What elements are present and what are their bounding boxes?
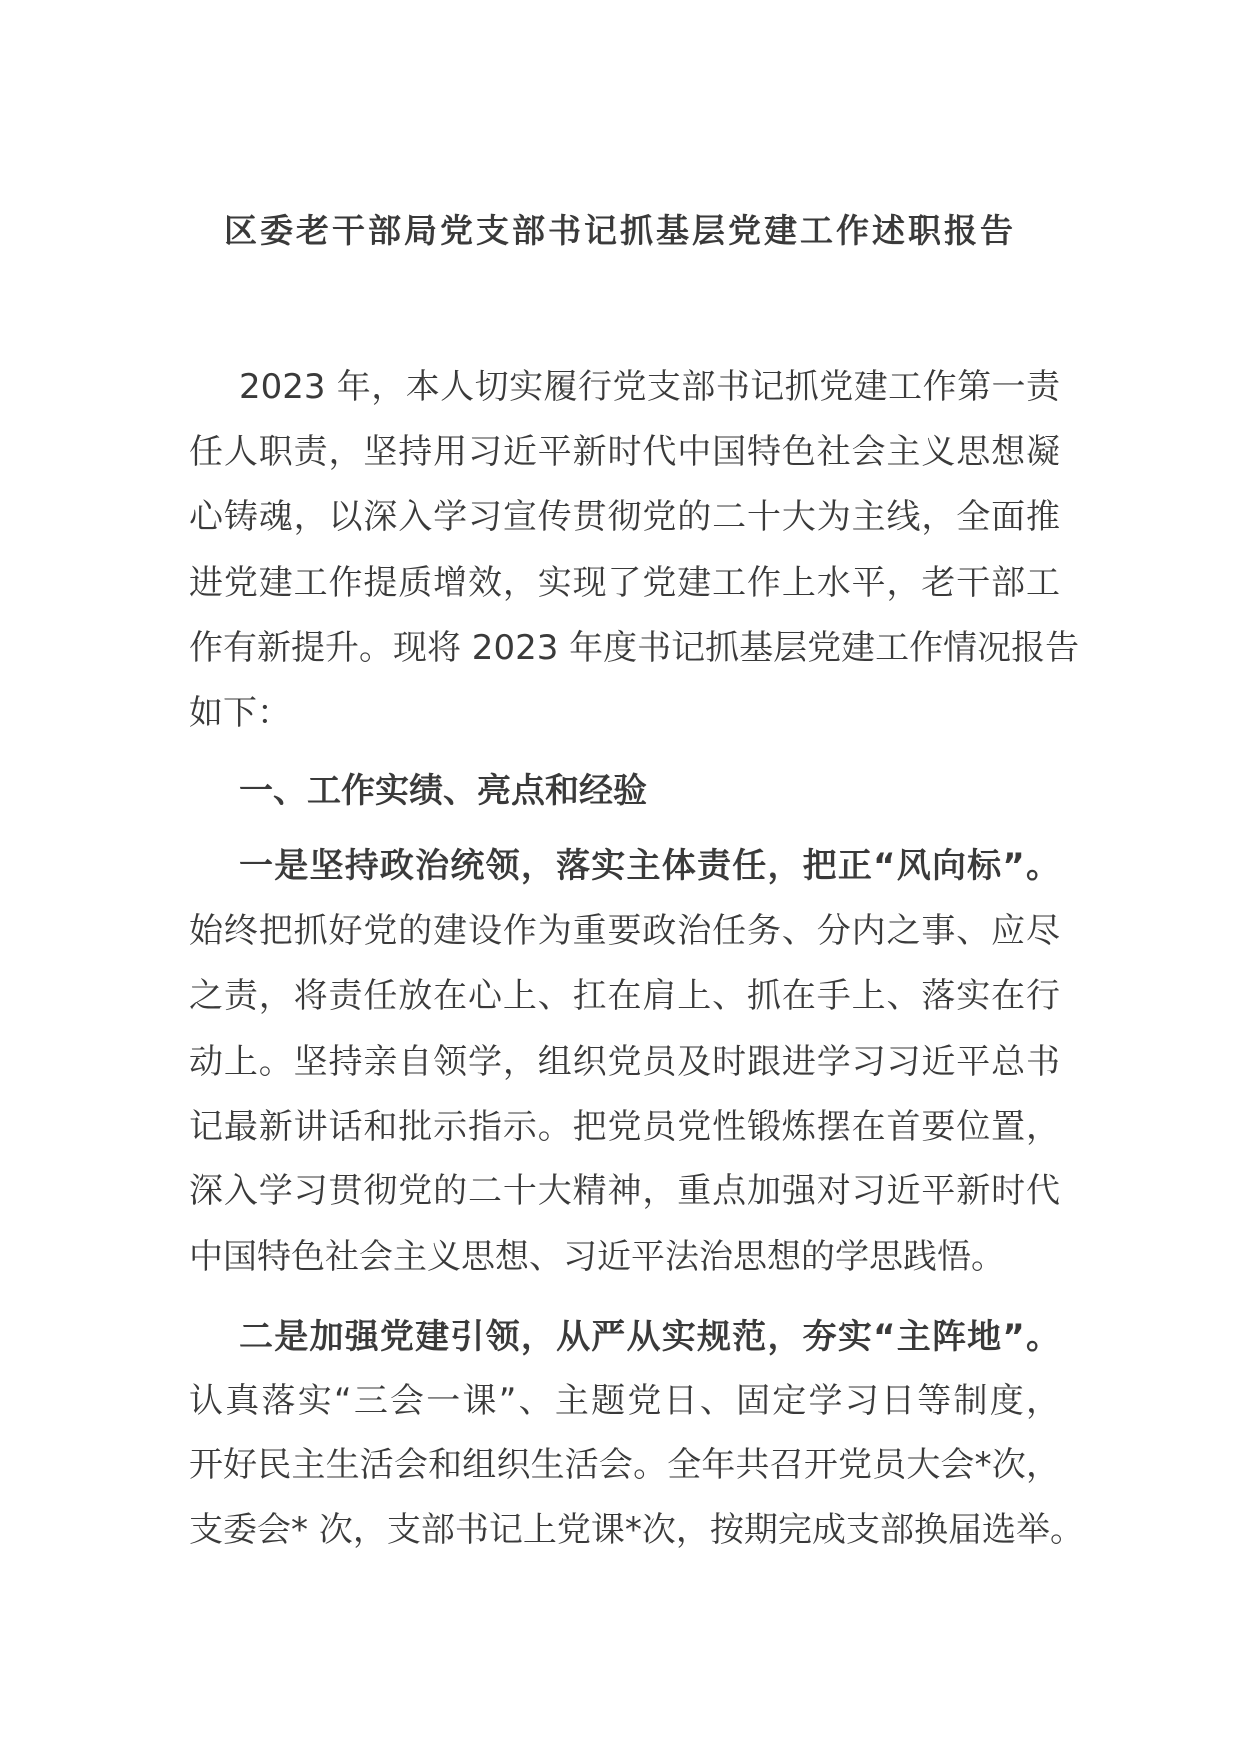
point-2-heading: 二是加强党建引领，从严从实规范，夯实“主阵地”。 (239, 1317, 1060, 1357)
point-1-line: 中国特色社会主义思想、习近平法治思想的学思践悟。 (189, 1237, 1005, 1277)
section-heading: 一、工作实绩、亮点和经验 (239, 771, 647, 811)
point-1-line: 动上。坚持亲自领学，组织党员及时跟进学习习近平总书 (189, 1042, 1060, 1082)
point-1-line: 始终把抓好党的建设作为重要政治任务、分内之事、应尽 (189, 911, 1060, 951)
point-2-line: 认真落实“三会一课”、主题党日、固定学习日等制度， (189, 1381, 1060, 1421)
intro-line: 如下： (189, 693, 291, 733)
intro-line: 任人职责，坚持用习近平新时代中国特色社会主义思想凝 (189, 432, 1060, 472)
point-1-line: 深入学习贯彻党的二十大精神，重点加强对习近平新时代 (189, 1171, 1060, 1211)
intro-line: 进党建工作提质增效，实现了党建工作上水平，老干部工 (189, 563, 1060, 603)
point-2-line: 支委会* 次，支部书记上党课*次，按期完成支部换届选举。 (189, 1510, 1084, 1550)
document-title: 区委老干部局党支部书记抓基层党建工作述职报告 (224, 211, 1016, 250)
intro-line: 2023 年，本人切实履行党支部书记抓党建工作第一责 (239, 367, 1060, 407)
intro-line: 作有新提升。现将 2023 年度书记抓基层党建工作情况报告 (189, 628, 1080, 668)
intro-line: 心铸魂，以深入学习宣传贯彻党的二十大为主线，全面推 (189, 497, 1060, 537)
point-2-line: 开好民主生活会和组织生活会。全年共召开党员大会*次， (189, 1445, 1060, 1485)
point-1-line: 记最新讲话和批示指示。把党员党性锻炼摆在首要位置， (189, 1107, 1060, 1147)
point-1-heading: 一是坚持政治统领，落实主体责任，把正“风向标”。 (239, 846, 1060, 886)
point-1-line: 之责，将责任放在心上、扛在肩上、抓在手上、落实在行 (189, 976, 1060, 1016)
